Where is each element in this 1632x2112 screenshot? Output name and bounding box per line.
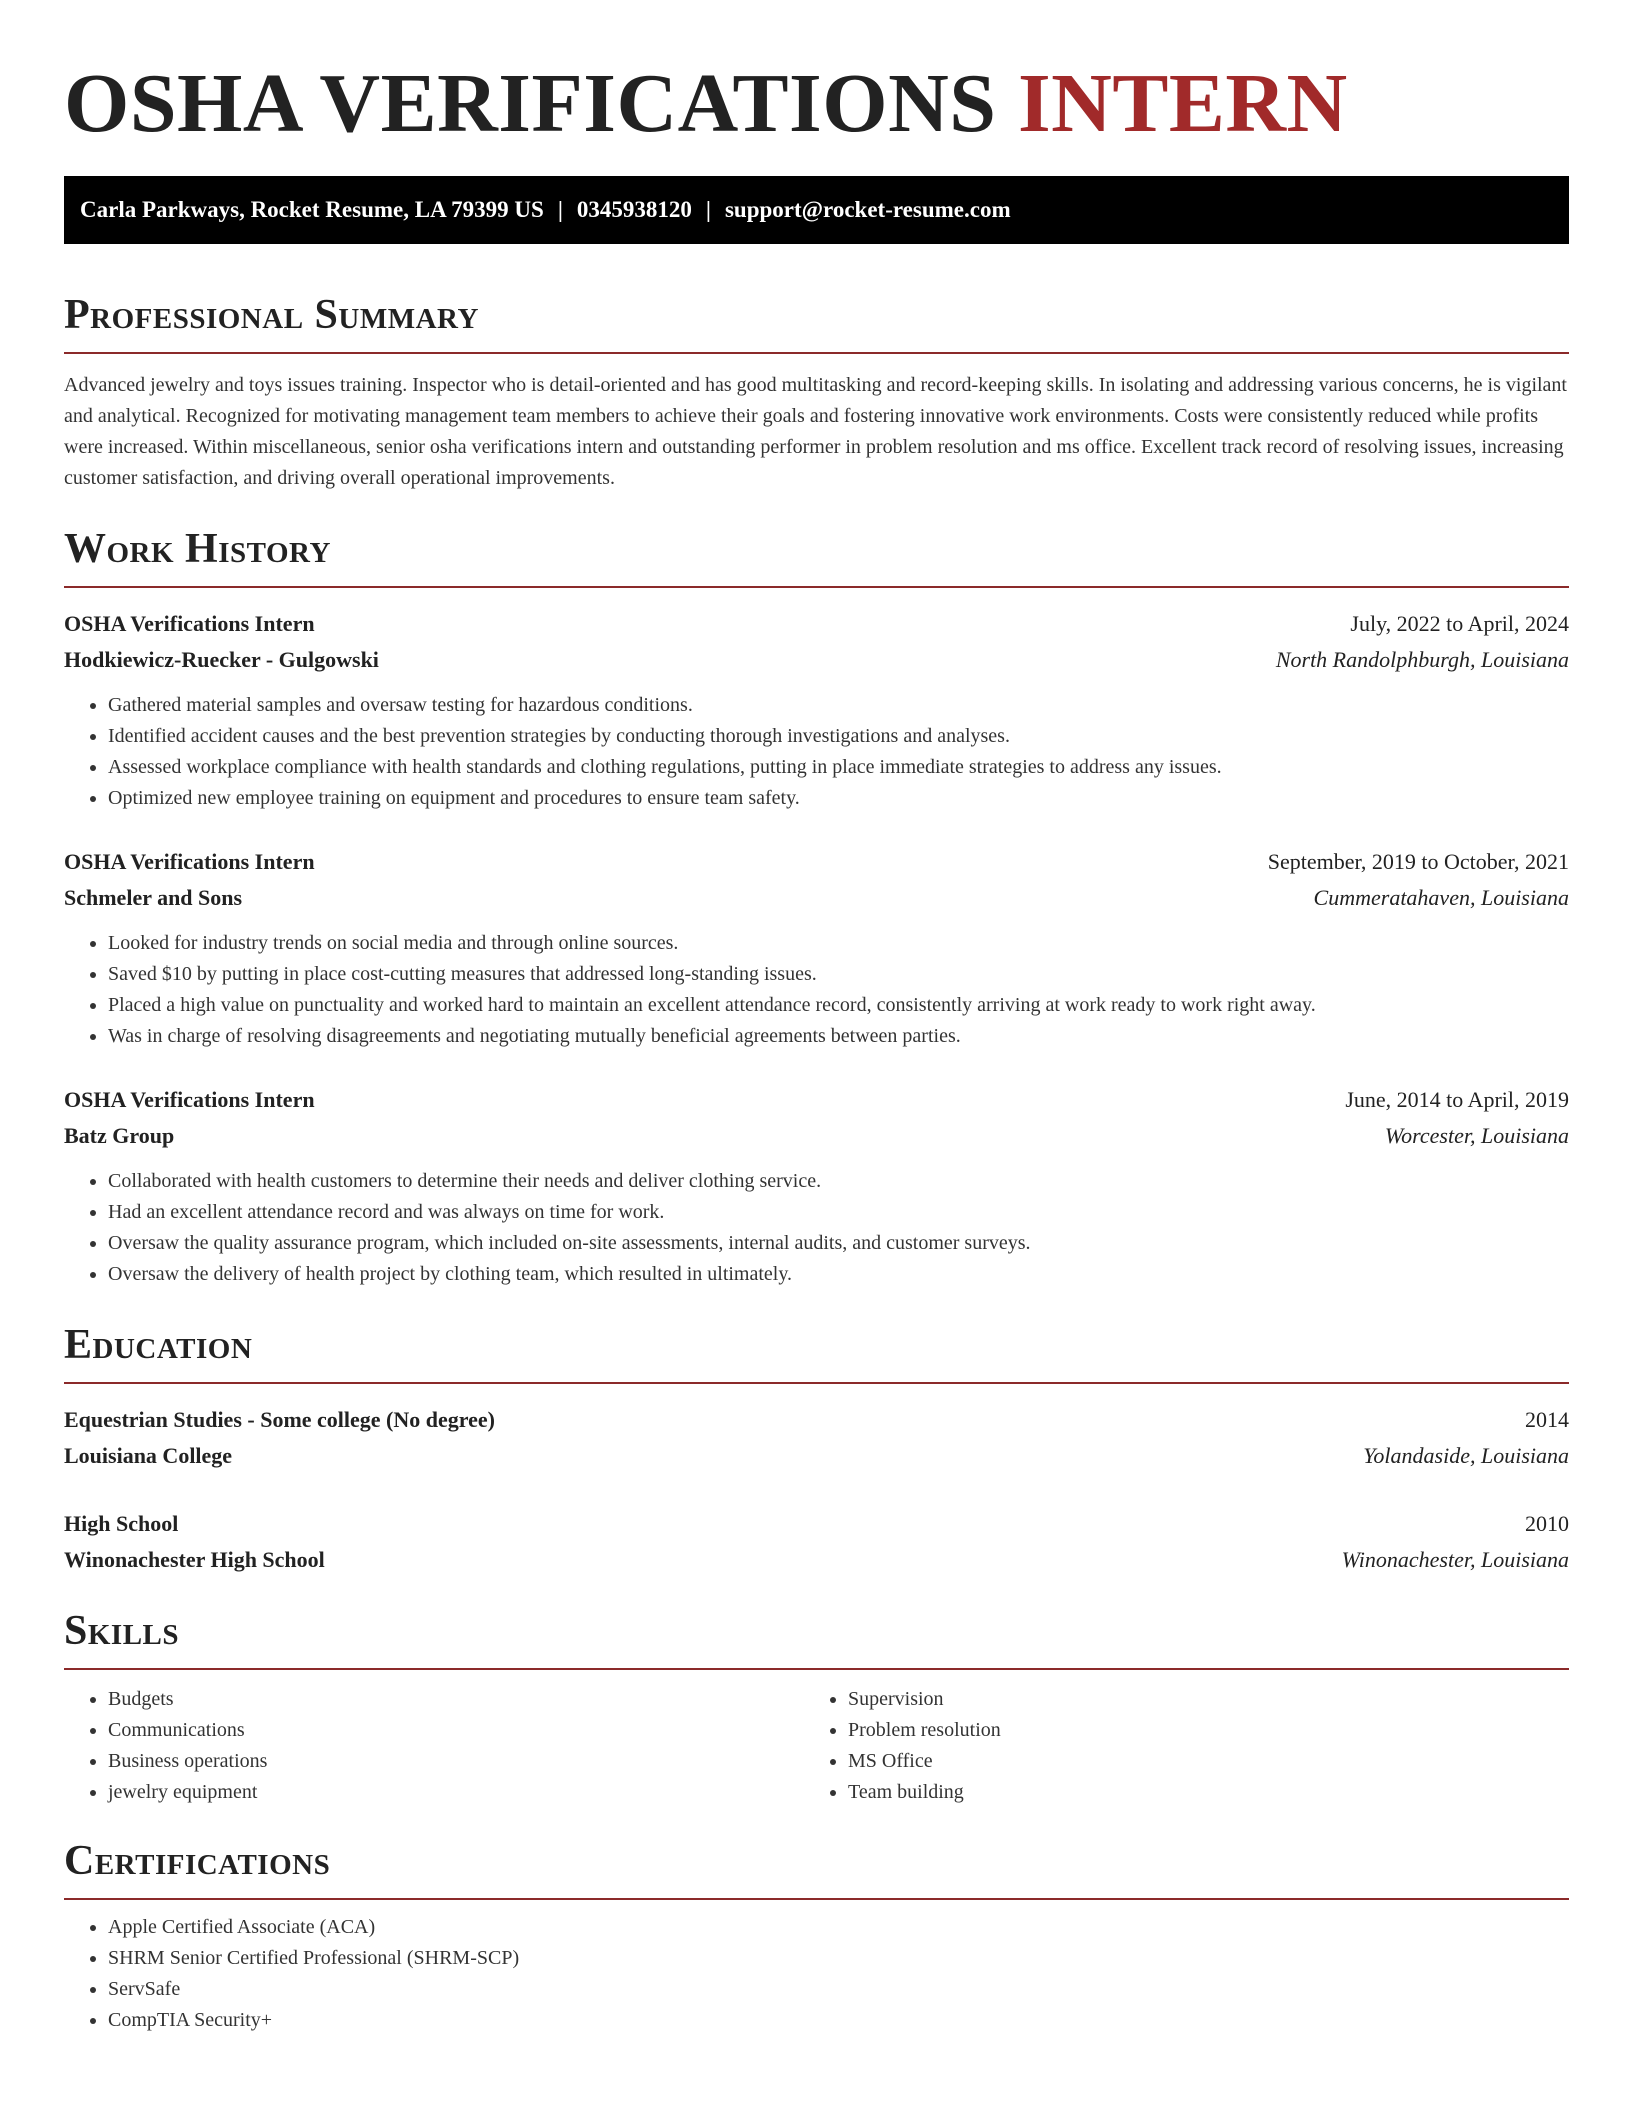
- certification-item: • ServSafe: [108, 1974, 1569, 2005]
- certifications-list: [64, 1912, 1569, 2036]
- section-heading-summary: Professional Summary: [64, 290, 1569, 354]
- skills-column-right: [804, 1684, 1544, 1808]
- job-dates: June, 2014 to April, 2019: [1345, 1087, 1569, 1112]
- work-entry: [64, 1082, 1569, 1290]
- skill-item: • Supervision: [848, 1684, 1544, 1715]
- skills-column-left: [64, 1684, 804, 1808]
- certification-item: • CompTIA Security+: [108, 2005, 1569, 2036]
- title-main: OSHA VERIFICATIONS: [64, 57, 997, 150]
- summary-text: Advanced jewelry and toys issues training. Inspector who is detail-oriented and has good multitasking and record-keeping skills. In isolating and addressing various concerns, he is vigilant and analytical. Recognized for motivating management team members to achieve their goals and fostering innovative work environments. Costs were consistently reduced while profits were increased. Within miscellaneous, senior osha verifications intern and outstanding performer in problem resolution and ms office. Excellent track record of resolving issues, increasing customer satisfaction, and driving overall operational improvements.: [64, 374, 1567, 489]
- contact-separator: |: [705, 197, 711, 222]
- section-heading-education: Education: [64, 1320, 1569, 1384]
- job-bullet: • Oversaw the quality assurance program, which included on-site assessments, internal audits, and customer surveys.: [108, 1228, 1569, 1259]
- section-heading-certifications: Certifications: [64, 1836, 1569, 1900]
- education-degree: Equestrian Studies - Some college (No degree): [64, 1407, 495, 1432]
- education-year: 2014: [1525, 1407, 1569, 1432]
- contact-phone[interactable]: 0345938120: [576, 197, 692, 222]
- education-school: Louisiana College: [64, 1443, 233, 1468]
- education-location: Yolandaside, Louisiana: [1363, 1443, 1569, 1468]
- skill-item: • Team building: [848, 1777, 1544, 1808]
- work-entry: [64, 606, 1569, 814]
- job-company: Batz Group: [64, 1123, 175, 1148]
- job-title: OSHA Verifications Intern: [64, 611, 315, 636]
- education-entry: [64, 1506, 1569, 1578]
- job-bullet: • Assessed workplace compliance with health standards and clothing regulations, putting in place immediate strategies to address any issues.: [108, 752, 1569, 783]
- skill-item: • Problem resolution: [848, 1715, 1544, 1746]
- page-title: [64, 0, 1569, 176]
- job-bullet: • Placed a high value on punctuality and worked hard to maintain an excellent attendance record, consistently arriving at work ready to work right away.: [108, 990, 1569, 1021]
- certification-item: • SHRM Senior Certified Professional (SHRM-SCP): [108, 1943, 1569, 1974]
- job-dates: September, 2019 to October, 2021: [1267, 849, 1569, 874]
- education-school: Winonachester High School: [64, 1547, 325, 1572]
- job-company: Hodkiewicz-Ruecker - Gulgowski: [64, 647, 379, 672]
- job-bullet: • Identified accident causes and the best prevention strategies by conducting thorough investigations and analyses.: [108, 721, 1569, 752]
- resume-page: [64, 0, 1569, 2036]
- section-heading-skills: Skills: [64, 1606, 1569, 1670]
- skill-item: • jewelry equipment: [108, 1777, 804, 1808]
- skills-list: [64, 1684, 1569, 1808]
- work-entry: [64, 844, 1569, 1052]
- contact-bar: [64, 176, 1569, 244]
- job-bullet: • Had an excellent attendance record and was always on time for work.: [108, 1197, 1569, 1228]
- job-location: Cummeratahaven, Louisiana: [1313, 885, 1569, 910]
- job-location: Worcester, Louisiana: [1384, 1123, 1569, 1148]
- job-bullet: • Collaborated with health customers to determine their needs and deliver clothing service.: [108, 1166, 1569, 1197]
- job-bullets: [64, 690, 1569, 814]
- skill-item: • MS Office: [848, 1746, 1544, 1777]
- contact-email[interactable]: support@rocket-resume.com: [724, 197, 1011, 222]
- certification-item: • Apple Certified Associate (ACA): [108, 1912, 1569, 1943]
- job-dates: July, 2022 to April, 2024: [1350, 611, 1569, 636]
- skill-item: • Communications: [108, 1715, 804, 1746]
- job-company: Schmeler and Sons: [64, 885, 243, 910]
- education-location: Winonachester, Louisiana: [1341, 1547, 1569, 1572]
- job-title: OSHA Verifications Intern: [64, 1087, 315, 1112]
- job-bullets: [64, 928, 1569, 1052]
- job-bullet: • Was in charge of resolving disagreements and negotiating mutually beneficial agreements between parties.: [108, 1021, 1569, 1052]
- job-bullet: • Gathered material samples and oversaw testing for hazardous conditions.: [108, 690, 1569, 721]
- job-bullet: • Optimized new employee training on equipment and procedures to ensure team safety.: [108, 783, 1569, 814]
- skill-item: • Business operations: [108, 1746, 804, 1777]
- job-bullet: • Oversaw the delivery of health project by clothing team, which resulted in ultimately.: [108, 1259, 1569, 1290]
- title-accent: INTERN: [1017, 57, 1348, 150]
- education-year: 2010: [1525, 1511, 1569, 1536]
- job-bullet: • Looked for industry trends on social media and through online sources.: [108, 928, 1569, 959]
- education-entry: [64, 1402, 1569, 1474]
- education-section: [64, 1320, 1569, 1578]
- education-degree: High School: [64, 1511, 179, 1536]
- job-bullets: [64, 1166, 1569, 1290]
- contact-separator: |: [557, 197, 563, 222]
- job-title: OSHA Verifications Intern: [64, 849, 315, 874]
- job-bullet: • Saved $10 by putting in place cost-cutting measures that addressed long-standing issues.: [108, 959, 1569, 990]
- job-location: North Randolphburgh, Louisiana: [1275, 647, 1569, 672]
- contact-address: Carla Parkways, Rocket Resume, LA 79399 US: [80, 197, 544, 222]
- section-heading-work-history: Work History: [64, 524, 1569, 588]
- skill-item: • Budgets: [108, 1684, 804, 1715]
